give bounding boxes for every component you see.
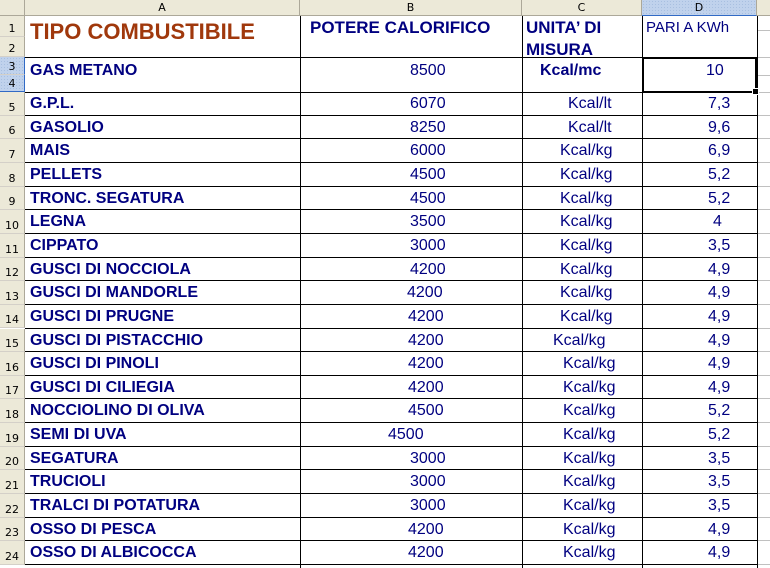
grid-line [757,280,770,281]
fuel-name-cell[interactable]: OSSO DI PESCA [30,520,157,538]
fuel-name-cell[interactable]: GASOLIO [30,118,104,136]
kwh-cell[interactable]: 4,9 [708,307,731,325]
row-number: 13 [5,289,19,303]
unit-cell[interactable]: Kcal/kg [560,307,613,325]
grid-line [25,540,757,541]
column-header-a[interactable]: A [25,0,300,16]
grid-line [300,16,301,568]
grid-line [757,328,770,329]
calorific-value-cell[interactable]: 3000 [410,497,446,515]
fuel-name-cell[interactable]: GUSCI DI MANDORLE [30,284,198,302]
calorific-value-cell[interactable]: 4200 [408,520,444,538]
calorific-value-cell[interactable]: 4200 [410,260,446,278]
grid-line [25,564,757,565]
row-header-4[interactable] [0,75,25,92]
unit-cell[interactable]: Kcal/lt [568,95,612,112]
grid-line [757,57,770,58]
unit-cell[interactable]: Kcal/kg [560,213,613,231]
calorific-value-cell[interactable]: 3000 [410,449,446,467]
calorific-value-cell[interactable]: 3500 [410,213,446,231]
column-header-c[interactable]: C [522,0,642,16]
unit-cell[interactable]: Kcal/kg [560,236,613,254]
grid-line [757,75,770,76]
row-number: 4 [8,77,16,90]
row-header-6[interactable] [0,116,25,140]
fuel-name-cell[interactable]: SEMI DI UVA [30,426,127,444]
row-number: 12 [5,266,19,280]
row-header-18[interactable] [0,399,25,423]
active-cell-selection[interactable] [642,57,757,93]
row-header-16[interactable] [0,352,25,376]
row-header-9[interactable] [0,187,25,211]
row-header-8[interactable] [0,163,25,187]
kwh-cell[interactable]: 4,9 [708,284,731,302]
fuel-name-cell[interactable]: GUSCI DI PINOLI [30,355,159,373]
calorific-value-cell[interactable]: 4500 [410,189,446,207]
grid-line [757,446,770,447]
row-number: 14 [5,313,19,327]
grid-line [25,446,757,447]
grid-line [25,422,757,423]
grid-line [757,517,770,518]
grid-line [25,233,757,234]
kwh-cell[interactable]: 4,9 [708,520,731,538]
row-header-13[interactable] [0,281,25,305]
column-header-b[interactable]: B [300,0,522,16]
unit-cell[interactable]: Kcal/kg [563,497,616,515]
header-unita-line2: MISURA [526,40,594,57]
grid-line [757,233,770,234]
row-header-11[interactable] [0,234,25,258]
row-number: 21 [5,479,19,493]
kwh-cell[interactable]: 4,9 [708,260,731,278]
row-header-19[interactable] [0,423,25,447]
unit-cell[interactable]: Kcal/kg [563,355,616,373]
grid-line [25,304,757,305]
kwh-cell[interactable]: 4,9 [708,378,731,396]
calorific-value-cell[interactable]: 6000 [410,142,446,160]
calorific-value-cell[interactable]: 4200 [408,355,444,373]
grid-line [25,469,757,470]
row-header-14[interactable] [0,305,25,329]
grid-line [25,328,757,329]
grid-line [25,209,757,210]
unit-cell[interactable]: Kcal/kg [560,260,613,278]
grid-line [757,16,758,568]
grid-line [25,375,757,376]
fuel-name-gas-metano[interactable]: GAS METANO [30,62,138,79]
unit-cell[interactable]: Kcal/kg [563,544,616,562]
fuel-name-cell[interactable]: OSSO DI ALBICOCCA [30,544,197,562]
calorific-value-cell[interactable]: 4500 [388,426,424,444]
fuel-name-cell[interactable]: MAIS [30,142,70,160]
kwh-cell[interactable]: 4,9 [708,355,731,373]
fuel-name-cell[interactable]: GUSCI DI CILIEGIA [30,378,175,396]
grid-line [642,16,643,568]
fuel-name-cell[interactable]: NOCCIOLINO DI OLIVA [30,402,205,420]
unit-cell[interactable]: Kcal/kg [553,331,606,349]
row-number: 1 [8,22,16,35]
grid-line [25,351,757,352]
row-header-3[interactable] [0,57,25,75]
row-number: 23 [5,526,19,540]
row-number: 19 [5,431,19,445]
unit-cell[interactable]: Kcal/kg [563,426,616,444]
row-header-21[interactable] [0,470,25,494]
row-header-17[interactable] [0,376,25,400]
grid-line [25,517,757,518]
row-number: 9 [8,195,16,209]
kwh-cell[interactable]: 5,2 [708,189,731,207]
unit-cell[interactable]: Kcal/lt [568,118,612,136]
unit-gas-metano[interactable]: Kcal/mc [540,62,602,79]
grid-line [25,280,757,281]
kwh-cell[interactable]: 3,5 [708,236,731,254]
kwh-cell[interactable]: 4 [713,213,722,231]
kwh-cell[interactable]: 6,9 [708,142,731,160]
grid-line [757,422,770,423]
column-header-e[interactable] [757,0,770,16]
unit-cell[interactable]: Kcal/kg [560,142,613,160]
grid-line [25,186,757,187]
kwh-cell[interactable]: 7,3 [708,95,731,112]
fuel-name-cell[interactable]: LEGNA [30,213,86,231]
kwh-gas-metano[interactable]: 10 [706,62,724,79]
row-header-2[interactable] [0,37,25,57]
row-number: 20 [5,455,19,469]
fuel-name-cell[interactable]: TRONC. SEGATURA [30,189,185,207]
calorific-value-cell[interactable]: 4500 [408,402,444,420]
grid-line [25,162,757,163]
calorific-value-cell[interactable]: 4200 [408,544,444,562]
grid-line [25,493,757,494]
fuel-name-cell[interactable]: SEGATURA [30,449,119,467]
calorific-value-cell[interactable]: 4500 [410,165,446,183]
header-unita-line1: UNITA’ DI [526,18,602,37]
calorific-value-cell[interactable]: 3000 [410,236,446,254]
select-all-corner[interactable] [0,0,25,16]
kwh-cell[interactable]: 3,5 [708,449,731,467]
row-header-5[interactable] [0,92,25,116]
kwh-cell[interactable]: 3,5 [708,497,731,515]
grid-line [757,469,770,470]
grid-line [25,115,757,116]
row-header-12[interactable] [0,258,25,282]
row-header-24[interactable] [0,541,25,565]
fuel-name-cell[interactable]: GUSCI DI NOCCIOLA [30,260,191,278]
fuel-name-cell[interactable]: TRALCI DI POTATURA [30,497,201,515]
row-header-10[interactable] [0,210,25,234]
kwh-cell[interactable]: 5,2 [708,402,731,420]
row-number: 17 [5,384,19,398]
fuel-name-cell[interactable]: PELLETS [30,165,103,183]
calorific-value-cell[interactable]: 4200 [408,378,444,396]
row-number: 22 [5,502,19,516]
kwh-cell[interactable]: 9,6 [708,118,731,136]
unit-cell[interactable]: Kcal/kg [560,284,613,302]
kwh-cell[interactable]: 5,2 [708,426,731,444]
fuel-name-cell[interactable]: G.P.L. [30,95,75,112]
grid-line [757,493,770,494]
row-header-20[interactable] [0,447,25,471]
kwh-cell[interactable]: 5,2 [708,165,731,183]
grid-line [757,209,770,210]
row-number: 3 [8,60,16,73]
grid-line [25,138,757,139]
unit-cell[interactable]: Kcal/kg [560,189,613,207]
calorific-value-cell[interactable]: 4200 [407,284,443,302]
grid-line [757,138,770,139]
grid-line [757,540,770,541]
header-tipo-combustibile: TIPO COMBUSTIBILE [30,19,255,44]
calorific-value-cell[interactable]: 8250 [410,118,446,136]
fuel-name-cell[interactable]: GUSCI DI PRUGNE [30,307,175,325]
row-header-23[interactable] [0,518,25,542]
unit-cell[interactable]: Kcal/kg [563,378,616,396]
fuel-name-cell[interactable]: CIPPATO [30,236,99,254]
fuel-name-cell[interactable]: TRUCIOLI [30,473,106,491]
kwh-cell[interactable]: 4,9 [708,331,731,349]
row-number: 11 [5,242,19,256]
header-potere-calorifico: POTERE CALORIFICO [310,18,491,37]
grid-line [757,304,770,305]
row-header-22[interactable] [0,494,25,518]
row-number: 6 [8,124,16,138]
grid-line [757,257,770,258]
column-header-d[interactable]: D [642,0,757,16]
kwh-cell[interactable]: 3,5 [708,473,731,491]
calorific-value-gas-metano[interactable]: 8500 [410,62,446,79]
unit-cell[interactable]: Kcal/kg [563,520,616,538]
unit-cell[interactable]: Kcal/kg [563,402,616,420]
calorific-value-cell[interactable]: 3000 [410,473,446,491]
row-number: 10 [5,218,19,232]
fuel-name-cell[interactable]: GUSCI DI PISTACCHIO [30,331,204,349]
row-number: 24 [5,549,19,563]
grid-line [757,351,770,352]
grid-line [757,375,770,376]
grid-line [757,30,770,31]
row-header-15[interactable] [0,329,25,353]
row-header-7[interactable] [0,139,25,163]
grid-line [25,257,757,258]
grid-line [757,398,770,399]
calorific-value-cell[interactable]: 4200 [408,307,444,325]
calorific-value-cell[interactable]: 4200 [408,331,444,349]
row-number: 15 [5,337,19,351]
grid-line [757,115,770,116]
row-number: 18 [5,408,19,422]
grid-line [522,16,523,568]
row-number: 16 [5,360,19,374]
row-number: 7 [8,147,16,161]
grid-line [757,186,770,187]
row-header-1[interactable] [0,16,25,37]
row-number: 8 [8,171,16,185]
unit-cell[interactable]: Kcal/kg [563,473,616,491]
unit-cell[interactable]: Kcal/kg [563,449,616,467]
header-pari-a-kwh: PARI A KWh [646,19,730,36]
row-number: 2 [8,42,16,55]
calorific-value-cell[interactable]: 6070 [410,95,446,112]
kwh-cell[interactable]: 4,9 [708,544,731,562]
grid-line [25,398,757,399]
unit-cell[interactable]: Kcal/kg [560,165,613,183]
row-number: 5 [8,100,16,114]
grid-line [757,564,770,565]
grid-line [757,162,770,163]
